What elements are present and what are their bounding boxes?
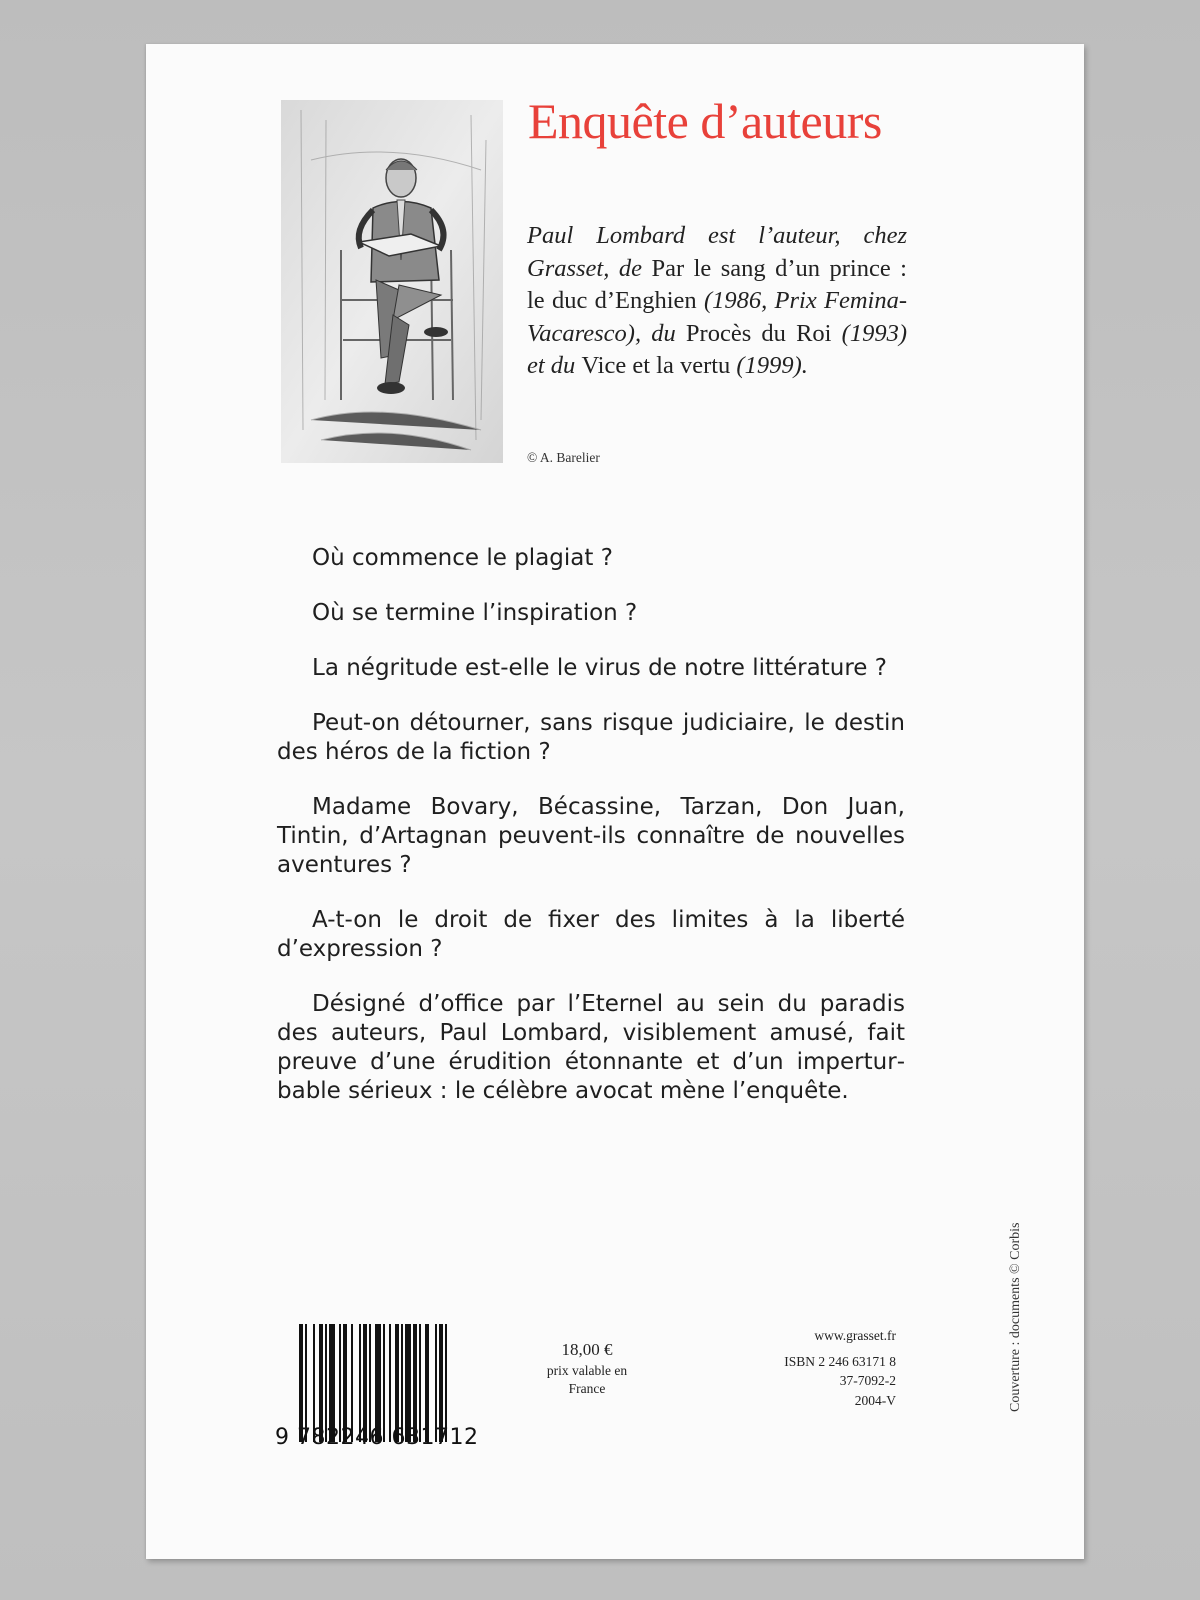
book-reference: Par le sang d’un prince : le duc d’Enghien bbox=[527, 254, 907, 314]
blurb-paragraph: Où se termine l’inspiration ? bbox=[312, 600, 638, 626]
barcode-number: 9 782246 631712 bbox=[275, 1425, 479, 1450]
blurb-paragraph: Madame Bovary, Bécassine, Tarzan, Don Juan, Tintin, d’Artagnan peuvent-ils connaître de nouvelles aventures ? bbox=[277, 794, 905, 878]
blurb-text bbox=[277, 544, 905, 1132]
catalog-code: 37-7092-2 bbox=[839, 1373, 896, 1388]
cover-credit: Couverture : documents © Corbis bbox=[1008, 1222, 1023, 1412]
author-portrait-drawing bbox=[281, 100, 503, 463]
author-bio bbox=[527, 220, 907, 383]
bio-part: Paul Lombard est l’auteur, chez Grasset, de bbox=[527, 222, 907, 282]
isbn: ISBN 2 246 63171 8 bbox=[784, 1353, 896, 1369]
blurb-paragraph: Où commence le plagiat ? bbox=[312, 545, 613, 571]
blurb-paragraph: Désigné d’office par l’Eternel au sein du paradis des auteurs, Paul Lombard, visiblement amusé, fait preuve d’une érudition étonnante et d’un imperturbable sérieux : le célèbre avocat mène l’enquête. bbox=[277, 991, 905, 1104]
publisher-info bbox=[716, 1326, 896, 1410]
publisher-website: www.grasset.fr bbox=[814, 1328, 896, 1343]
price-block bbox=[532, 1340, 642, 1398]
book-title: Enquête d’auteurs bbox=[528, 93, 882, 149]
price-note: France bbox=[568, 1381, 606, 1396]
blurb-paragraph: A-t-on le droit de fixer des limites à la liberté d’expression ? bbox=[277, 907, 905, 962]
bio-part: (1993) et du bbox=[527, 319, 907, 379]
price-note: prix valable en bbox=[546, 1363, 628, 1378]
bio-part: (1999). bbox=[730, 352, 808, 379]
book-reference: Vice et la vertu bbox=[581, 352, 731, 379]
price: 18,00 € bbox=[561, 1340, 613, 1359]
edition-code: 2004-V bbox=[854, 1392, 896, 1408]
book-reference: Procès du Roi bbox=[685, 319, 832, 347]
bio-part: (1986, Prix Femina-Vacaresco), du bbox=[527, 287, 907, 347]
blurb-paragraph: Peut-on détourner, sans risque judiciaire, le destin des héros de la fiction ? bbox=[277, 710, 905, 765]
book-back-cover bbox=[146, 44, 1084, 1559]
photo-credit: © A. Barelier bbox=[527, 450, 600, 465]
blurb-paragraph: La négritude est-elle le virus de notre littérature ? bbox=[312, 655, 887, 681]
